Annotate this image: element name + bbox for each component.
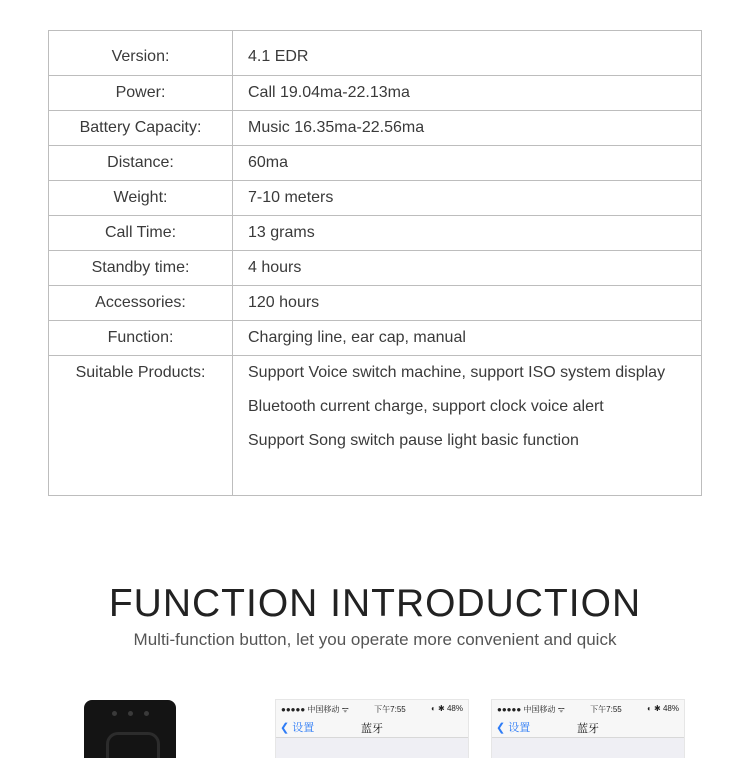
spec-value-cell: [233, 76, 702, 111]
spec-label-cell: [49, 31, 233, 76]
nav-bar: [492, 714, 684, 738]
spec-value: 60ma: [248, 154, 289, 171]
multi-function-button-outline: [106, 732, 160, 758]
spec-row: [49, 286, 702, 321]
spec-label-cell: [49, 356, 233, 496]
spec-label: Suitable Products:: [75, 364, 206, 381]
spec-value: Call 19.04ma-22.13ma: [248, 84, 410, 101]
spec-label-cell: [49, 111, 233, 146]
spec-value-cell: [233, 111, 702, 146]
spec-label-cell: [49, 146, 233, 181]
spec-value-cell: [233, 31, 702, 76]
spec-value: 13 grams: [248, 224, 315, 241]
spec-value-cell: [233, 356, 702, 496]
battery-text: ◐ ✱ 48%: [647, 704, 679, 713]
spec-label-cell: [49, 286, 233, 321]
nav-bar: [276, 714, 468, 738]
spec-value: Support Song switch pause light basic function: [248, 432, 579, 449]
spec-row: [49, 216, 702, 251]
spec-row: [49, 146, 702, 181]
carrier-text: ●●●●● 中国移动 ᯤ: [497, 705, 565, 714]
back-label: 设置: [508, 722, 531, 734]
nav-title: 蓝牙: [361, 723, 383, 735]
spec-label-cell: [49, 76, 233, 111]
spec-label: Function:: [107, 329, 174, 346]
spec-value: Support Voice switch machine, support ISO system display: [248, 364, 666, 381]
spec-row: [49, 356, 702, 496]
phone-screenshot-1: [275, 699, 469, 758]
spec-label: Weight:: [113, 189, 168, 206]
spec-value: 4.1 EDR: [248, 48, 309, 65]
spec-label: Call Time:: [104, 224, 177, 241]
spec-label: Version:: [111, 48, 170, 65]
spec-label-cell: [49, 181, 233, 216]
spec-label: Distance:: [107, 154, 174, 171]
screen-body: [492, 738, 684, 758]
phone-screenshot-2: [491, 699, 685, 758]
spec-label-cell: [49, 321, 233, 356]
spec-value: Bluetooth current charge, support clock voice alert: [248, 398, 604, 415]
spec-value-cell: [233, 251, 702, 286]
carrier-text: ●●●●● 中国移动 ᯤ: [281, 705, 349, 714]
section-title: FUNCTION INTRODUCTION: [108, 582, 642, 625]
spec-value-cell: [233, 216, 702, 251]
spec-label: Power:: [115, 84, 166, 101]
status-bar: [276, 700, 468, 714]
spec-value: 120 hours: [248, 294, 320, 311]
section-subtitle: Multi-function button, let you operate more convenient and quick: [133, 630, 617, 649]
spec-table: [48, 30, 702, 496]
battery-text: ◐ ✱ 48%: [431, 704, 463, 713]
spec-value: 7-10 meters: [248, 189, 334, 206]
spec-value-cell: [233, 321, 702, 356]
spec-row: [49, 76, 702, 111]
spec-label-cell: [49, 251, 233, 286]
spec-label-cell: [49, 216, 233, 251]
spec-label: Battery Capacity:: [79, 119, 202, 136]
earpiece-device-image: [84, 700, 176, 758]
screen-body: [276, 738, 468, 758]
spec-row: [49, 111, 702, 146]
time-text: 下午7:55: [374, 705, 406, 714]
status-bar: [492, 700, 684, 714]
back-label: 设置: [292, 722, 315, 734]
chevron-left-icon: ❮: [280, 722, 290, 734]
spec-value: 4 hours: [248, 259, 302, 276]
spec-value-cell: [233, 146, 702, 181]
nav-title: 蓝牙: [577, 723, 599, 735]
microphone-holes: [112, 711, 149, 716]
spec-value: Music 16.35ma-22.56ma: [248, 119, 425, 136]
spec-value-cell: [233, 181, 702, 216]
spec-row: [49, 181, 702, 216]
spec-label: Accessories:: [95, 294, 186, 311]
time-text: 下午7:55: [590, 705, 622, 714]
spec-row: [49, 31, 702, 76]
spec-row: [49, 251, 702, 286]
chevron-left-icon: ❮: [496, 722, 506, 734]
spec-row: [49, 321, 702, 356]
spec-label: Standby time:: [91, 259, 190, 276]
spec-value: Charging line, ear cap, manual: [248, 329, 466, 346]
spec-value-cell: [233, 286, 702, 321]
